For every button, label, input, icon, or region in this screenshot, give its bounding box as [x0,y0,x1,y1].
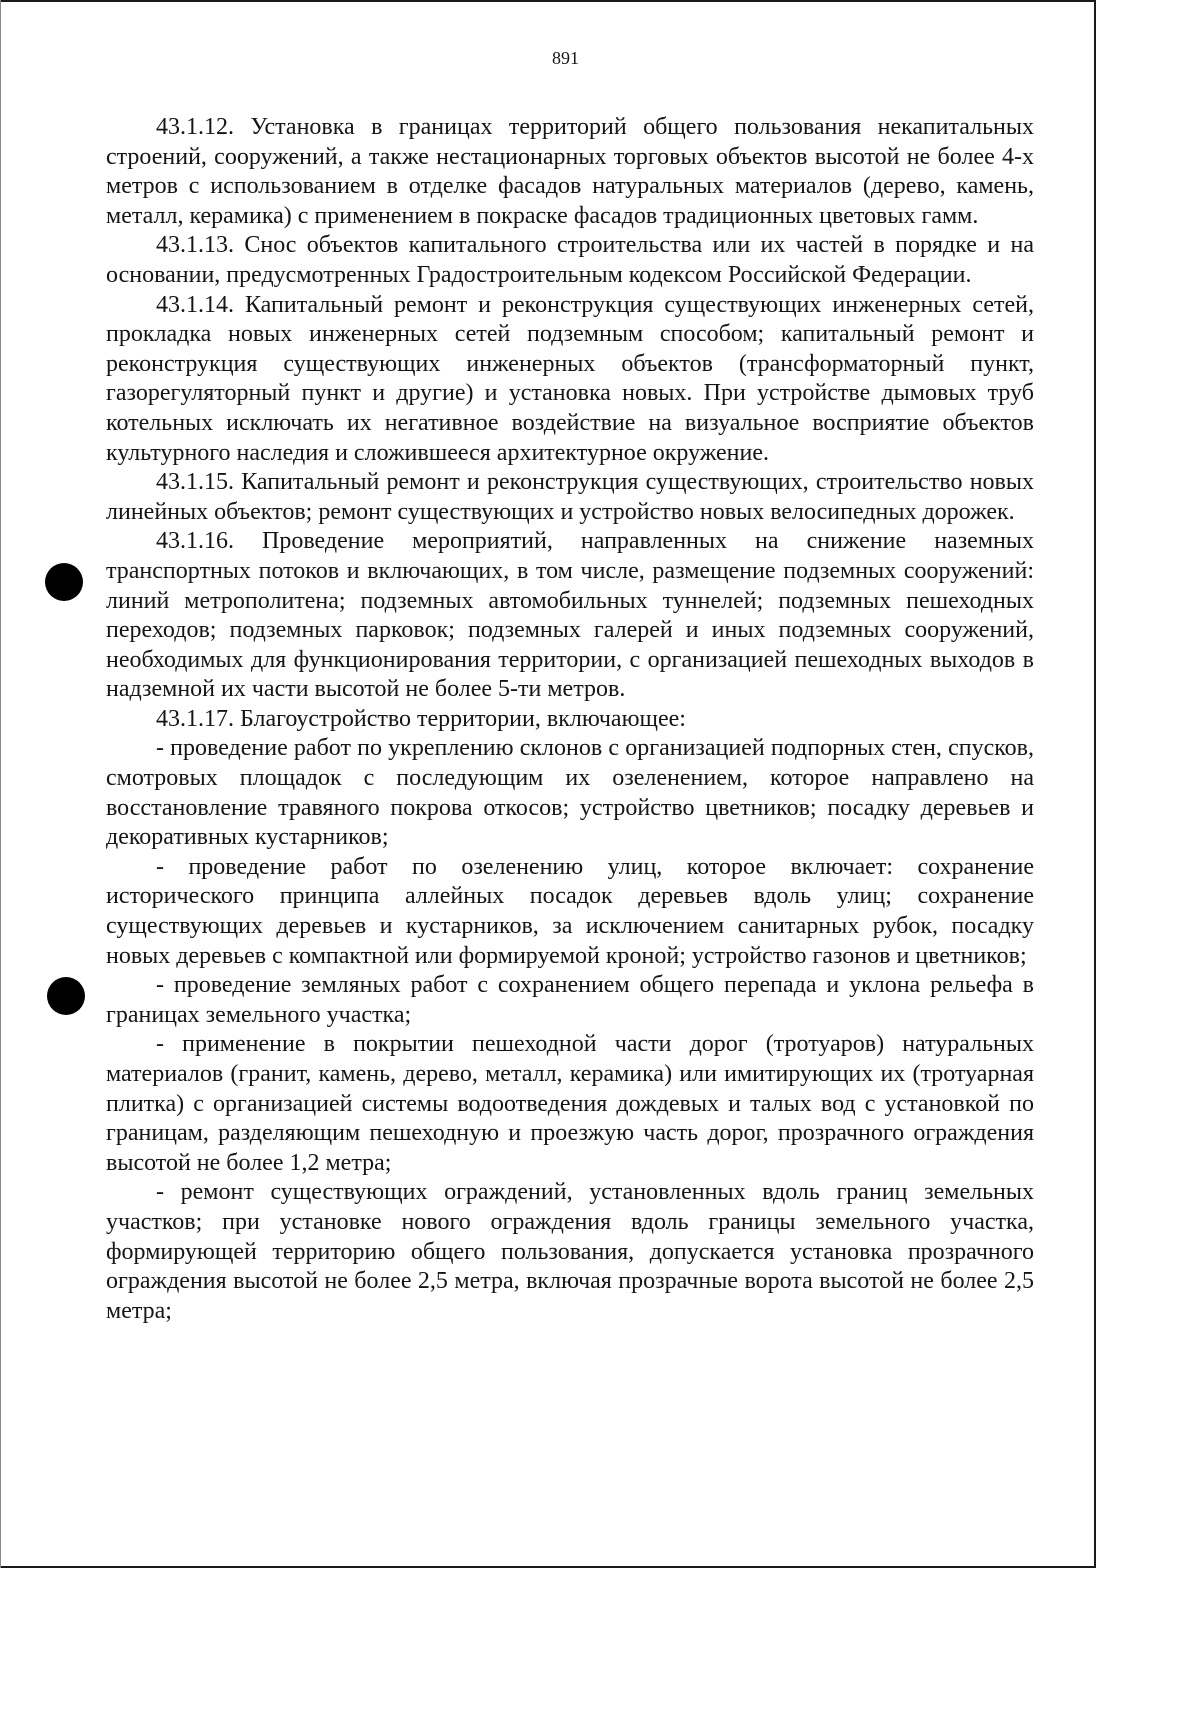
scan-border-right [1094,0,1096,1568]
paragraph-43-1-16: 43.1.16. Проведение мероприятий, направленных на снижение наземных транспортных потоков и включающих, в том числе, размещение подземных сооружений: линий метрополитена; подземных автомобильных туннелей; подземных пешеходных переходов; подземных парковок; подземных галерей и иных подземных сооружений, необходимых для функционирования территории, с организацией пешеходных выходов в надземной их части высотой не более 5-ти метров. [106,528,1034,703]
paragraph-43-1-15: 43.1.15. Капитальный ремонт и реконструкция существующих, строительство новых линейных объектов; ремонт существующих и устройство новых велосипедных дорожек. [106,469,1034,525]
scan-border-top [0,0,1096,2]
list-item-earthworks: - проведение земляных работ с сохранением общего перепада и уклона рельефа в границах земельного участка; [106,972,1034,1028]
list-item-greening: - проведение работ по озеленению улиц, которое включает: сохранение исторического принципа аллейных посадок деревьев вдоль улиц; сохранение существующих деревьев и кустарников, за исключением санитарных рубок, посадку новых деревьев с компактной или формируемой кроной; устройство газонов и цветников; [106,853,1034,969]
document-body [106,113,1034,1326]
list-item-slopes: - проведение работ по укреплению склонов с организацией подпорных стен, спусков, смотровых площадок с последующим их озеленением, которое направлено на восстановление травяного покрова откосов; устройство цветников; посадку деревьев и декоративных кустарников; [106,735,1034,851]
list-item-pavement: - применение в покрытии пешеходной части дорог (тротуаров) натуральных материалов (гранит, камень, дерево, металл, керамика) или имитирующих их (тротуарная плитка) с организацией системы водоотведения дождевых и талых вод с установкой по границам, разделяющим пешеходную и проезжую часть дорог, прозрачного ограждения высотой не более 1,2 метра; [106,1031,1034,1176]
paragraph-43-1-14: 43.1.14. Капитальный ремонт и реконструкция существующих инженерных сетей, прокладка новых инженерных сетей подземным способом; капитальный ремонт и реконструкция существующих инженерных объектов (трансформаторный пункт, газорегуляторный пункт и другие) и установка новых. При устройстве дымовых труб котельных исключать их негативное воздействие на визуальное восприятие объектов культурного наследия и сложившееся архитектурное окружение. [106,291,1034,466]
paragraph-43-1-12: 43.1.12. Установка в границах территорий общего пользования некапитальных строений, сооружений, а также нестационарных торговых объектов высотой не более 4-х метров с использованием в отделке фасадов натуральных материалов (дерево, камень, металл, керамика) с применением в покраске фасадов традиционных цветовых гамм. [106,114,1034,229]
punch-hole [47,977,85,1015]
paragraph-43-1-17: 43.1.17. Благоустройство территории, включающее: [156,705,686,732]
page-number: 891 [552,48,579,68]
scan-border-left [0,0,1,1568]
scan-border-bottom [0,1566,1096,1568]
punch-hole [45,563,83,601]
paragraph-43-1-13: 43.1.13. Снос объектов капитального строительства или их частей в порядке и на основании, предусмотренных Градостроительным кодексом Российской Федерации. [106,232,1034,288]
list-item-fences: - ремонт существующих ограждений, установленных вдоль границ земельных участков; при установке нового ограждения вдоль границы земельного участка, формирующей территорию общего пользования, допускается установка прозрачного ограждения высотой не более 2,5 метра, включая прозрачные ворота высотой не более 2,5 метра; [106,1179,1034,1324]
